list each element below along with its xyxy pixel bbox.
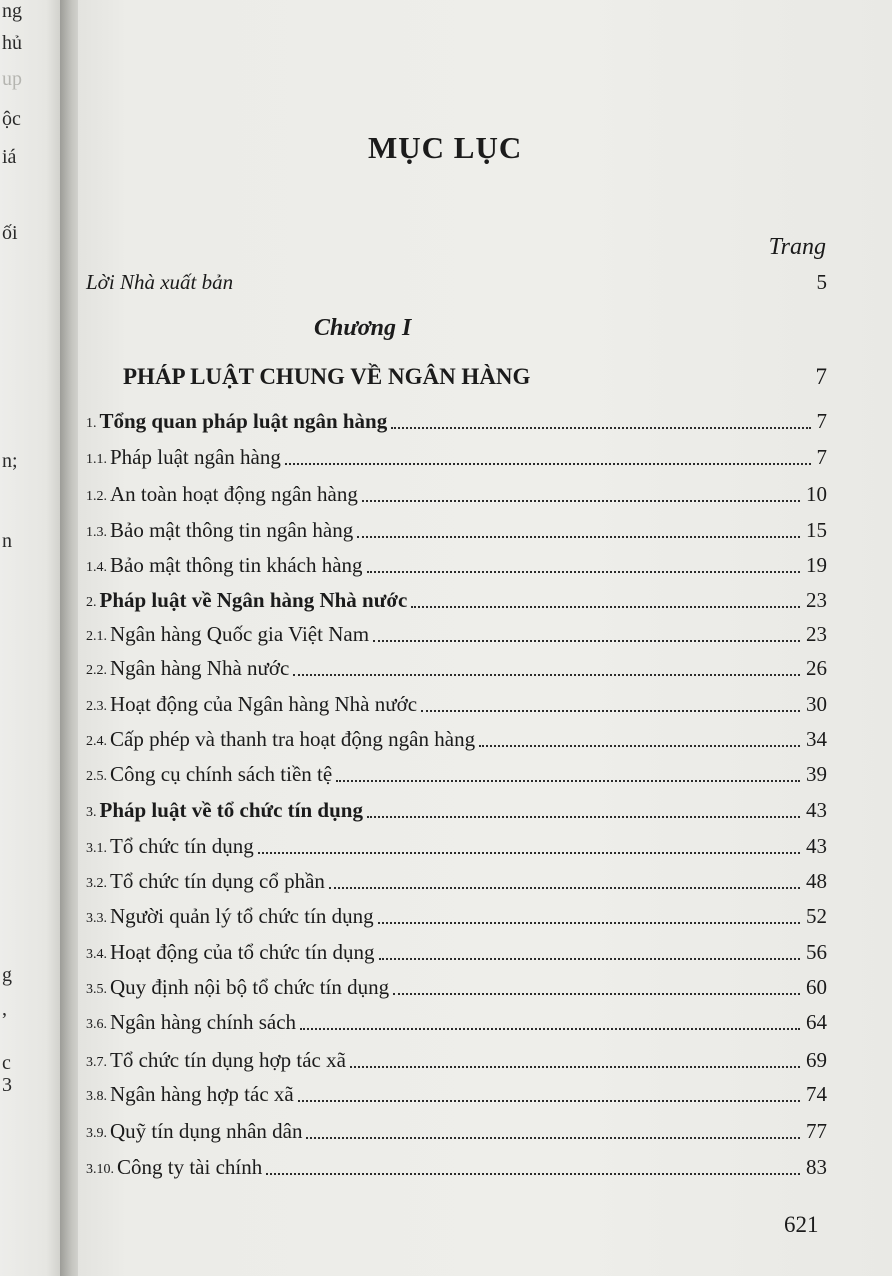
toc-entry-label: Pháp luật về Ngân hàng Nhà nước <box>99 588 408 612</box>
toc-dot-leader <box>378 922 800 924</box>
toc-dot-leader <box>373 640 800 642</box>
facing-page-fragment: g <box>2 964 12 986</box>
toc-entry-number: 3.6. <box>86 1017 107 1032</box>
toc-dot-leader <box>479 745 800 747</box>
facing-page-fragment: n; <box>2 450 18 472</box>
facing-page-fragment: 3 <box>2 1074 12 1096</box>
toc-entry <box>86 583 827 613</box>
facing-page-edge <box>0 0 66 1276</box>
toc-dot-leader <box>298 1100 800 1102</box>
toc-entry-number: 2.5. <box>86 769 107 784</box>
toc-entry-label: Bảo mật thông tin khách hàng <box>110 553 363 577</box>
toc-entry <box>86 477 827 507</box>
toc-entry-label: Hoạt động của tổ chức tín dụng <box>110 940 375 964</box>
toc-entry-number: 3.3. <box>86 911 107 926</box>
toc-entry-label: Tổ chức tín dụng cổ phần <box>110 869 325 893</box>
toc-dot-leader <box>411 606 800 608</box>
toc-entry-page: 52 <box>806 904 827 928</box>
toc-entry-label: Tổ chức tín dụng hợp tác xã <box>110 1048 346 1072</box>
toc-entry-page: 83 <box>806 1155 827 1179</box>
toc-entry-label: Ngân hàng Quốc gia Việt Nam <box>110 622 370 646</box>
toc-entry-page: 26 <box>806 656 827 680</box>
toc-entry-page: 23 <box>806 622 827 646</box>
toc-entry-label: Quy định nội bộ tổ chức tín dụng <box>110 975 390 999</box>
toc-entry-page: 34 <box>806 727 827 751</box>
toc-dot-leader <box>362 500 800 502</box>
toc-entry-page: 39 <box>806 762 827 786</box>
toc-entry <box>86 1043 827 1073</box>
toc-dot-leader <box>367 816 800 818</box>
toc-entry <box>86 265 827 295</box>
toc-entry-number: 3.9. <box>86 1126 107 1141</box>
facing-page-fragment: c <box>2 1052 11 1074</box>
toc-dot-leader <box>336 780 800 782</box>
toc-entry-number: 3.8. <box>86 1089 107 1104</box>
toc-entry-number: 2.1. <box>86 629 107 644</box>
toc-entry-page: 7 <box>816 409 827 433</box>
toc-entry-number: 3.4. <box>86 947 107 962</box>
toc-entry <box>86 899 827 929</box>
toc-entry-label: PHÁP LUẬT CHUNG VỀ NGÂN HÀNG <box>123 364 531 389</box>
toc-entry <box>86 935 827 965</box>
toc-entry <box>86 548 827 578</box>
toc-entry-number: 2.3. <box>86 699 107 714</box>
toc-entry-label: Người quản lý tổ chức tín dụng <box>110 904 374 928</box>
toc-entry <box>86 404 827 434</box>
toc-entry <box>86 513 827 543</box>
toc-entry-label: Bảo mật thông tin ngân hàng <box>110 518 354 542</box>
toc-dot-leader <box>357 536 800 538</box>
facing-page-fragment: , <box>2 998 7 1020</box>
toc-dot-leader <box>367 571 800 573</box>
toc-entry <box>86 757 827 787</box>
toc-entry-number: 3.10. <box>86 1162 114 1177</box>
toc-entry-number: 3.2. <box>86 876 107 891</box>
toc-entry-number: 2.4. <box>86 734 107 749</box>
toc-entry-label: Ngân hàng chính sách <box>110 1010 297 1034</box>
facing-page-fragment: iá <box>2 146 17 168</box>
toc-entry <box>86 440 827 470</box>
toc-entry <box>86 1077 827 1107</box>
facing-page-fragment: ng <box>2 0 22 22</box>
toc-entry-label: Hoạt động của Ngân hàng Nhà nước <box>110 692 418 716</box>
toc-entry-label: Công ty tài chính <box>117 1155 263 1179</box>
toc-entry-number: 3.1. <box>86 841 107 856</box>
facing-page-fragment: ộc <box>2 108 21 130</box>
toc-entry-number: 3.5. <box>86 982 107 997</box>
toc-entry-label: Quỹ tín dụng nhân dân <box>110 1119 303 1143</box>
toc-entry-label: Lời Nhà xuất bản <box>86 270 234 294</box>
facing-page-fragment: ối <box>2 222 18 244</box>
toc-dot-leader <box>421 710 800 712</box>
toc-entry-label: Pháp luật ngân hàng <box>110 445 281 469</box>
toc-dot-leader <box>300 1028 800 1030</box>
page-title: MỤC LỤC <box>368 130 523 165</box>
toc-entry-page: 69 <box>806 1048 827 1072</box>
toc-entry-page: 60 <box>806 975 827 999</box>
toc-entry <box>86 1150 827 1180</box>
toc-entry-page: 77 <box>806 1119 827 1143</box>
toc-entry-number: 1.2. <box>86 489 107 504</box>
toc-dot-leader <box>391 427 810 429</box>
toc-entry-label: Ngân hàng Nhà nước <box>110 656 290 680</box>
toc-entry-page: 30 <box>806 692 827 716</box>
toc-dot-leader <box>285 463 811 465</box>
toc-entry-page: 43 <box>806 834 827 858</box>
toc-entry <box>86 1114 827 1144</box>
page-column-header: Trang <box>768 234 826 260</box>
toc-dot-leader <box>393 993 800 995</box>
toc-entry-number: 1.1. <box>86 452 107 467</box>
toc-dot-leader <box>266 1173 800 1175</box>
toc-entry <box>86 722 827 752</box>
toc-entry-page: 74 <box>806 1082 827 1106</box>
toc-entry-label: Công cụ chính sách tiền tệ <box>110 762 333 786</box>
toc-dot-leader <box>306 1137 800 1139</box>
toc-entry-page: 23 <box>806 588 827 612</box>
toc-dot-leader <box>258 852 800 854</box>
toc-dot-leader <box>379 958 801 960</box>
toc-entry-page: 19 <box>806 553 827 577</box>
facing-page-fragment: n <box>2 530 12 552</box>
toc-entry-page: 64 <box>806 1010 827 1034</box>
toc-entry-page: 48 <box>806 869 827 893</box>
toc-entry-number: 1.4. <box>86 560 107 575</box>
toc-entry <box>86 970 827 1000</box>
toc-entry-label: Tổng quan pháp luật ngân hàng <box>99 409 388 433</box>
toc-entry-label: Pháp luật về tổ chức tín dụng <box>99 798 363 822</box>
toc-entry-page: 7 <box>815 364 827 389</box>
toc-entry <box>86 793 827 823</box>
toc-entry-label: An toàn hoạt động ngân hàng <box>110 482 358 506</box>
toc-dot-leader <box>293 674 800 676</box>
chapter-heading: Chương I <box>314 315 412 341</box>
toc-entry-number: 1. <box>86 416 97 431</box>
toc-entry-label: Cấp phép và thanh tra hoạt động ngân hàng <box>110 727 476 751</box>
toc-entry <box>86 617 827 647</box>
toc-entry-page: 10 <box>806 482 827 506</box>
toc-entry-page: 5 <box>816 270 827 294</box>
toc-dot-leader <box>350 1066 800 1068</box>
toc-entry-page: 7 <box>816 445 827 469</box>
toc-entry <box>86 687 827 717</box>
toc-dot-leader <box>329 887 800 889</box>
toc-entry-label: Tổ chức tín dụng <box>110 834 254 858</box>
toc-entry <box>86 864 827 894</box>
toc-entry-page: 15 <box>806 518 827 542</box>
toc-entry-number: 1.3. <box>86 525 107 540</box>
toc-entry <box>86 829 827 859</box>
page-number: 621 <box>784 1212 819 1237</box>
toc-entry <box>86 651 827 681</box>
toc-entry-number: 2. <box>86 595 97 610</box>
toc-entry-number: 3. <box>86 805 97 820</box>
toc-entry-number: 3.7. <box>86 1055 107 1070</box>
toc-entry-label: Ngân hàng hợp tác xã <box>110 1082 294 1106</box>
toc-entry-number: 2.2. <box>86 663 107 678</box>
toc-entry-page: 56 <box>806 940 827 964</box>
toc-entry <box>86 1005 827 1035</box>
toc-entry <box>123 360 827 390</box>
facing-page-fragment: up <box>2 68 22 90</box>
facing-page-fragment: hủ <box>2 32 22 54</box>
toc-entry-page: 43 <box>806 798 827 822</box>
